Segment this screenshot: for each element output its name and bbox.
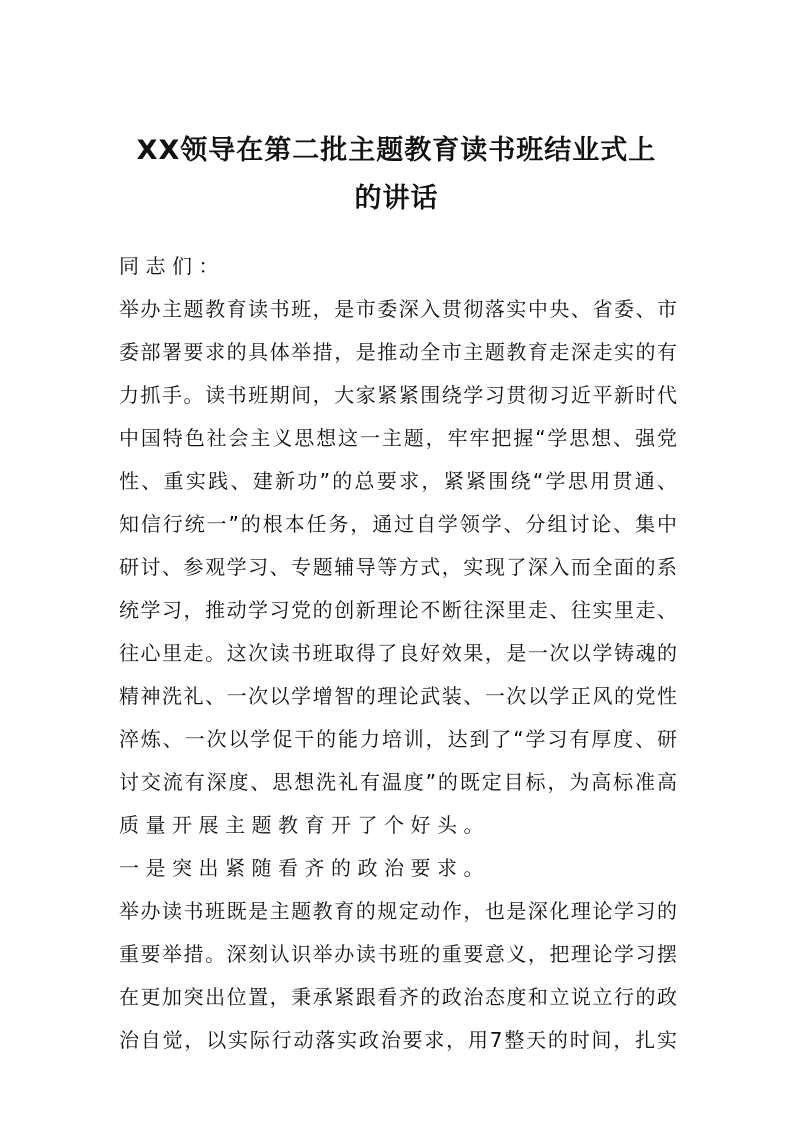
text-line: 性、重实践、建新功”的总要求，紧紧围绕“学思用贯通、 xyxy=(119,469,677,493)
text-line: 讨交流有深度、思想洗礼有温度”的既定目标，为高标准高 xyxy=(119,770,677,794)
text-line: 一是突出紧随看齐的政治要求。 xyxy=(119,856,490,880)
text-line: 中国特色社会主义思想这一主题，牢牢把握“学思想、强党 xyxy=(119,426,677,450)
text-line: 同志们： xyxy=(119,254,225,278)
text-line: 精神洗礼、一次以学增智的理论武装、一次以学正风的党性 xyxy=(119,684,677,708)
text-line: 治自觉，以实际行动落实政治要求，用7整天的时间，扎实 xyxy=(119,1028,677,1052)
text-line: 在更加突出位置，秉承紧跟看齐的政治态度和立说立行的政 xyxy=(119,985,677,1009)
text-line: 举办主题教育读书班，是市委深入贯彻落实中央、省委、市 xyxy=(119,297,677,321)
text-line: 统学习，推动学习党的创新理论不断往深里走、往实里走、 xyxy=(119,598,677,622)
text-line: 淬炼、一次以学促干的能力培训，达到了“学习有厚度、研 xyxy=(119,727,677,751)
text-line: 力抓手。读书班期间，大家紧紧围绕学习贯彻习近平新时代 xyxy=(119,383,677,407)
text-line: 举办读书班既是主题教育的规定动作，也是深化理论学习的 xyxy=(119,899,677,923)
text-line: 往心里走。这次读书班取得了良好效果，是一次以学铸魂的 xyxy=(119,641,677,665)
text-line: 重要举措。深刻认识举办读书班的重要意义，把理论学习摆 xyxy=(119,942,677,966)
document-title-line-2: 的讲话 xyxy=(354,183,439,214)
text-line: 质量开展主题教育开了个好头。 xyxy=(119,813,490,837)
document-body xyxy=(119,245,677,1062)
text-line: 研讨、参观学习、专题辅导等方式，实现了深入而全面的系 xyxy=(119,555,677,579)
document-title-line-1: XX领导在第二批主题教育读书班结业式上 xyxy=(136,135,657,166)
text-line: 委部署要求的具体举措，是推动全市主题教育走深走实的有 xyxy=(119,340,677,364)
text-line: 知信行统一”的根本任务，通过自学领学、分组讨论、集中 xyxy=(119,512,677,536)
